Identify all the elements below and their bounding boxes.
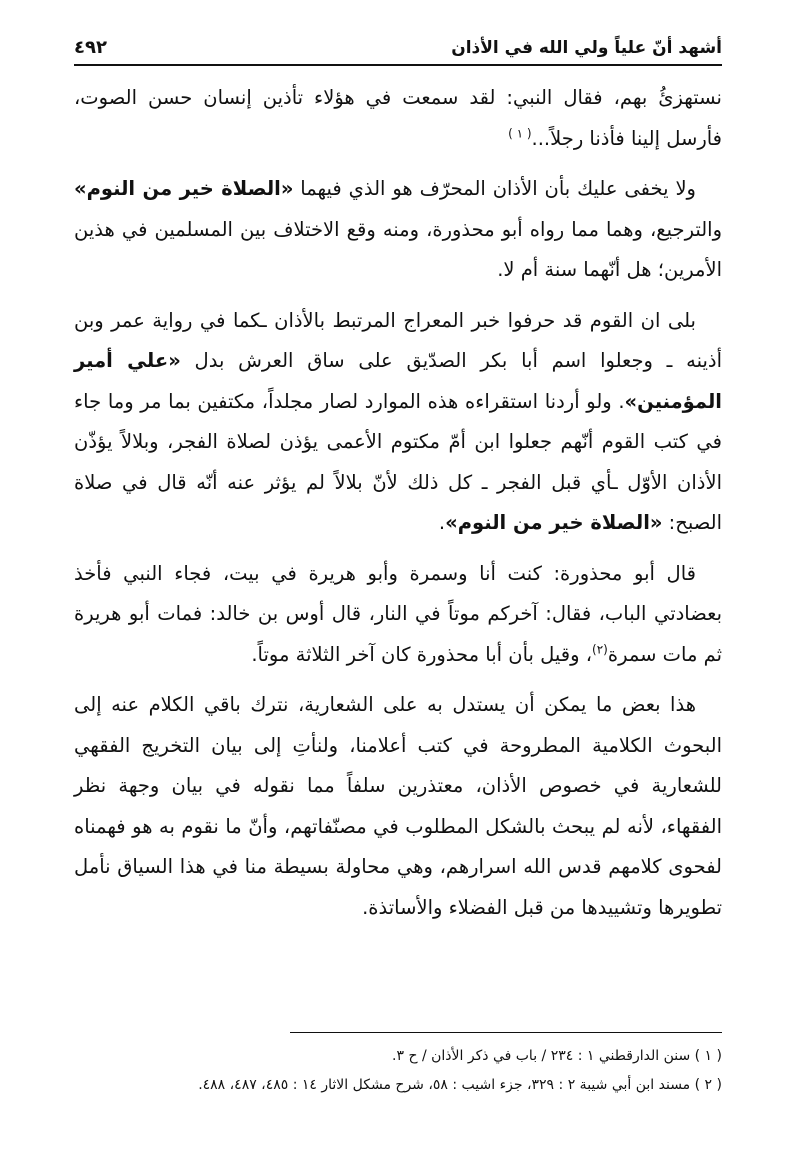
- paragraph-3-part-2: . ولو أردنا استقراءه هذه الموارد لصار مجلداً، مكتفين بما مر وما جاء في كتب القوم أنّهم جعلوا ابن أمّ مكتوم الأعمى يؤذن لصلاة الفجر، وبلالاً يؤذّن الأذان الأوّل ـأي قبل الفجر ـ كل ذلك لأنّ بلالاً لم يؤثر عنه أنّه قال في صلاة الصبح:: [74, 389, 722, 534]
- paragraph-1-text: نستهزئُ بهم، فقال النبي: لقد سمعت في هؤلاء تأذين إنسان حسن الصوت، فأرسل إلينا فأذنا رجلاً...: [74, 86, 722, 150]
- quoted-phrase: «علي أمير المؤمنين»: [74, 349, 722, 413]
- paragraph-1: [74, 78, 722, 159]
- paragraph-5: [74, 685, 722, 928]
- paragraph-2-rest: والترجيع، وهما مما رواه أبو محذورة، ومنه وقع الاختلاف بين المسلمين في هذين الأمرين؛ هل أنّهما سنة أم لا.: [74, 217, 722, 281]
- running-title: أشهد أنّ علياً ولي الله في الأذان: [451, 38, 722, 58]
- footnote-ref-2: (٢): [592, 642, 608, 656]
- paragraph-4-lead: قال أبو محذورة: كنت أنا وسمرة وأبو هريرة في بيت، فجاء النبي فأخذ بعضادتي الباب، فقال: آخركم موتاً في النار، قال أوس بن خالد: فمات أبو هريرة ثم مات سمرة: [74, 561, 722, 666]
- main-text: [74, 78, 722, 938]
- quoted-phrase: «الصلاة خير من النوم»: [445, 511, 663, 534]
- page-number: ٤٩٢: [74, 37, 107, 58]
- paragraph-2-lead: ولا يخفى عليك بأن الأذان المحرّف هو الذي فيهما: [293, 177, 696, 200]
- footnote-2: ( ٢ ) مسند ابن أبي شيبة ٢ : ٣٢٩، جزء اشيب : ٥٨، شرح مشكل الاثار ١٤ : ٤٨٥، ٤٨٧، ٤٨٨.: [198, 1077, 722, 1093]
- quoted-phrase: «الصلاة خير من النوم»: [74, 177, 294, 200]
- footnotes: [74, 1042, 722, 1100]
- paragraph-2: [74, 169, 722, 291]
- paragraph-4-rest: ، وقيل بأن أبا محذورة كان آخر الثلاثة موتاً.: [251, 642, 593, 666]
- page-header: [74, 26, 722, 66]
- paragraph-4: [74, 554, 722, 676]
- footnote-1: ( ١ ) سنن الدارقطني ١ : ٢٣٤ / باب في ذكر الأذان / ح ٣.: [392, 1048, 722, 1064]
- paragraph-5-text: هذا بعض ما يمكن أن يستدل به على الشعارية، نترك باقي الكلام عنه إلى البحوث الكلامية المطروحة في كتب أعلامنا، ولنأتِ إلى بيان التخريج الفقهي للشعارية في خصوص الأذان، معتذرين سلفاً مما نقوله في بيان وجهة نظر الفقهاء، لأنه لم يبحث بالشكل المطلوب في مصنّفاتهم، وأنّ ما نقوم به هو فهمناه لفحوى كلامهم قدس الله اسرارهم، وهي محاولة بسيطة منا في هذا السياق نأمل تطويرها وتشييدها من قبل الفضلاء والأساتذة.: [74, 693, 722, 919]
- footnote-ref-1: ( ١ ): [508, 126, 532, 140]
- paragraph-3-part-3: .: [438, 511, 446, 534]
- paragraph-3: [74, 301, 722, 544]
- paragraph-3-part-1: بلى ان القوم قد حرفوا خبر المعراج المرتبط بالأذان ـكما في رواية عمر وبن أذينه ـ وجعلوا اسم أبا بكر الصدّيق على ساق العرش بدل: [74, 308, 722, 372]
- footnote-divider: [290, 1032, 722, 1033]
